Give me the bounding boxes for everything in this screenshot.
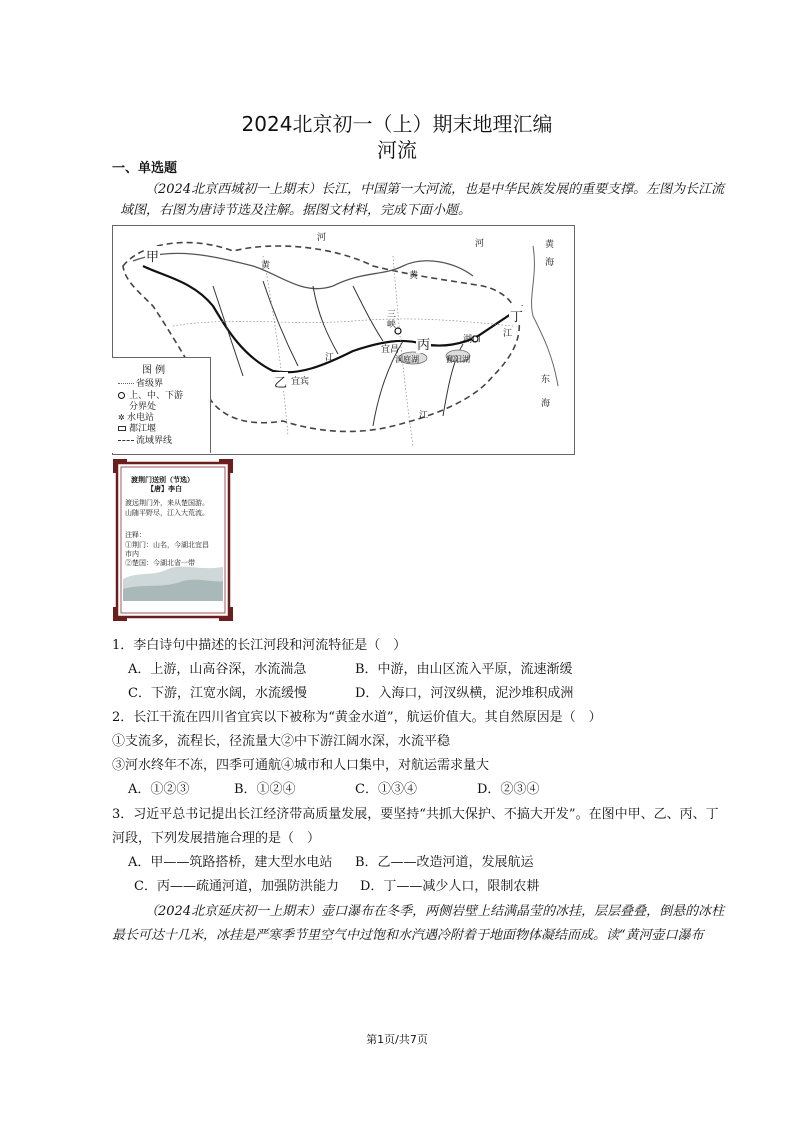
poem-title: 渡荆门送别（节选） bbox=[131, 475, 194, 484]
map-label-he1: 河 bbox=[317, 233, 327, 243]
legend-item-dujiangyan: 都江堰 bbox=[118, 421, 156, 434]
map-legend bbox=[112, 357, 211, 453]
map-label-bing: 丙 bbox=[416, 334, 431, 353]
map-label-jia: 甲 bbox=[145, 246, 160, 265]
poem-note1b: 市内 bbox=[125, 550, 139, 558]
q2-option-a: A．①②③ bbox=[128, 782, 190, 797]
section-heading: 一、单选题 bbox=[112, 161, 178, 176]
intro2-line1: （2024北京延庆初一上期末）壶口瀑布在冬季，两侧岩壁上结满晶莹的冰挂，层层叠叠，倒悬的冰柱 bbox=[145, 904, 725, 919]
q2-option-c: C．①③④ bbox=[355, 782, 417, 797]
map-label-yibin: 宜宾 bbox=[291, 377, 310, 387]
q1-option-b: B．中游，由山区流入平原，流速渐缓 bbox=[355, 662, 573, 677]
q1-stem: 1．李白诗句中描述的长江河段和河流特征是（ ） bbox=[112, 638, 407, 653]
q1-option-a: A．上游，山高谷深，水流湍急 bbox=[128, 662, 307, 677]
legend-item-province: 省级界 bbox=[118, 376, 163, 389]
q2-option-b: B．①②④ bbox=[234, 782, 296, 797]
q2-statements-1: ①支流多，流程长，径流量大②中下游江阔水深，水流平稳 bbox=[112, 734, 451, 749]
map-label-yi: 乙 bbox=[273, 372, 288, 391]
page-title: 2024北京初一（上）期末地理汇编 bbox=[241, 112, 553, 136]
poem-line2: 山随平野尽，江入大荒流。 bbox=[125, 509, 209, 517]
q2-stem: 2．长江干流在四川省宜宾以下被称为“黄金水道”，航运价值大。其自然原因是（ ） bbox=[112, 710, 602, 725]
map-label-jiang3: 江 bbox=[419, 411, 429, 421]
map-label-jiang1: 江 bbox=[325, 353, 335, 363]
intro2-line2: 最长可达十几米，冰挂是严寒季节里空气中过饱和水汽遇冷附着于地面物体凝结而成。读“黄河壶口瀑布 bbox=[112, 928, 704, 943]
legend-item-division: 上、中、下游 bbox=[118, 388, 183, 401]
page-footer: 第1页/共7页 bbox=[366, 1033, 428, 1046]
poem-card bbox=[113, 459, 233, 621]
intro1-line1: （2024北京西城初一上期末）长江，中国第一大河流，也是中华民族发展的重要支撑。左图为长江流 bbox=[145, 182, 725, 197]
q2-statements-2: ③河水终年不冻，四季可通航④城市和人口集中，对航运需求量大 bbox=[112, 758, 490, 773]
map-label-sanxia: 三峡 bbox=[387, 310, 397, 330]
poem-note2: ②楚国：今湖北省一带 bbox=[125, 559, 195, 567]
map-label-yichang: 宜昌 bbox=[381, 345, 400, 355]
q1-option-d: D．入海口，河汊纵横，泥沙堆积成洲 bbox=[355, 686, 574, 701]
legend-item-basin: 流域界线 bbox=[118, 433, 172, 446]
page-subtitle: 河流 bbox=[377, 138, 417, 162]
map-label-jiang2: 江 bbox=[503, 329, 513, 339]
poem-notes-title: 注释： bbox=[125, 531, 146, 539]
q3-option-c: C．丙——疏通河道，加强防洪能力 bbox=[134, 879, 339, 894]
q2-option-d: D．②③④ bbox=[477, 782, 540, 797]
map-label-huanghai: 黄海 bbox=[545, 240, 555, 268]
dujiangyan-icon bbox=[118, 426, 126, 431]
q1-option-c: C．下游，江宽水阔，水流缓慢 bbox=[128, 686, 307, 701]
q3-option-a: A．甲——筑路搭桥，建大型水电站 bbox=[128, 855, 333, 870]
poem-line1: 渡远荆门外，来从楚国游。 bbox=[125, 499, 209, 507]
q3-stem-1: 3．习近平总书记提出长江经济带高质量发展，要坚持“共抓大保护、不搞大开发”。在图中甲、乙、丙、丁 bbox=[112, 807, 719, 822]
q3-stem-2: 河段，下列发展措施合理的是（ ） bbox=[112, 831, 321, 846]
map-label-poyang: 鄱阳湖 bbox=[446, 355, 470, 364]
map-label-huang1: 黄 bbox=[261, 261, 271, 271]
map-label-huang2: 黄 bbox=[409, 271, 419, 281]
map-label-he2: 河 bbox=[475, 239, 485, 249]
map-label-dongting: 洞庭湖 bbox=[395, 355, 419, 364]
map-label-donghai: 东海 bbox=[541, 375, 551, 409]
q3-option-b: B．乙——改造河道，发展航运 bbox=[355, 855, 534, 870]
division-marker-icon bbox=[118, 392, 125, 399]
hydropower-icon: ✲ bbox=[118, 413, 125, 422]
map-label-ding: 丁 bbox=[509, 306, 524, 325]
intro1-line2: 域图，右图为唐诗节选及注解。据图文材料，完成下面小题。 bbox=[120, 203, 472, 218]
poem-note1: ①荆门：山名，今湖北宜昌 bbox=[125, 541, 209, 549]
poem-author: 【唐】李白 bbox=[147, 484, 182, 493]
legend-title: 图 例 bbox=[142, 365, 166, 376]
legend-item-hydro: ✲ 水电站 bbox=[118, 413, 155, 423]
map-label-hukou: 湖口 bbox=[463, 335, 482, 345]
q3-option-d: D．丁——减少人口，限制农耕 bbox=[360, 879, 540, 894]
legend-item-division-b: 分界处 bbox=[129, 402, 157, 412]
